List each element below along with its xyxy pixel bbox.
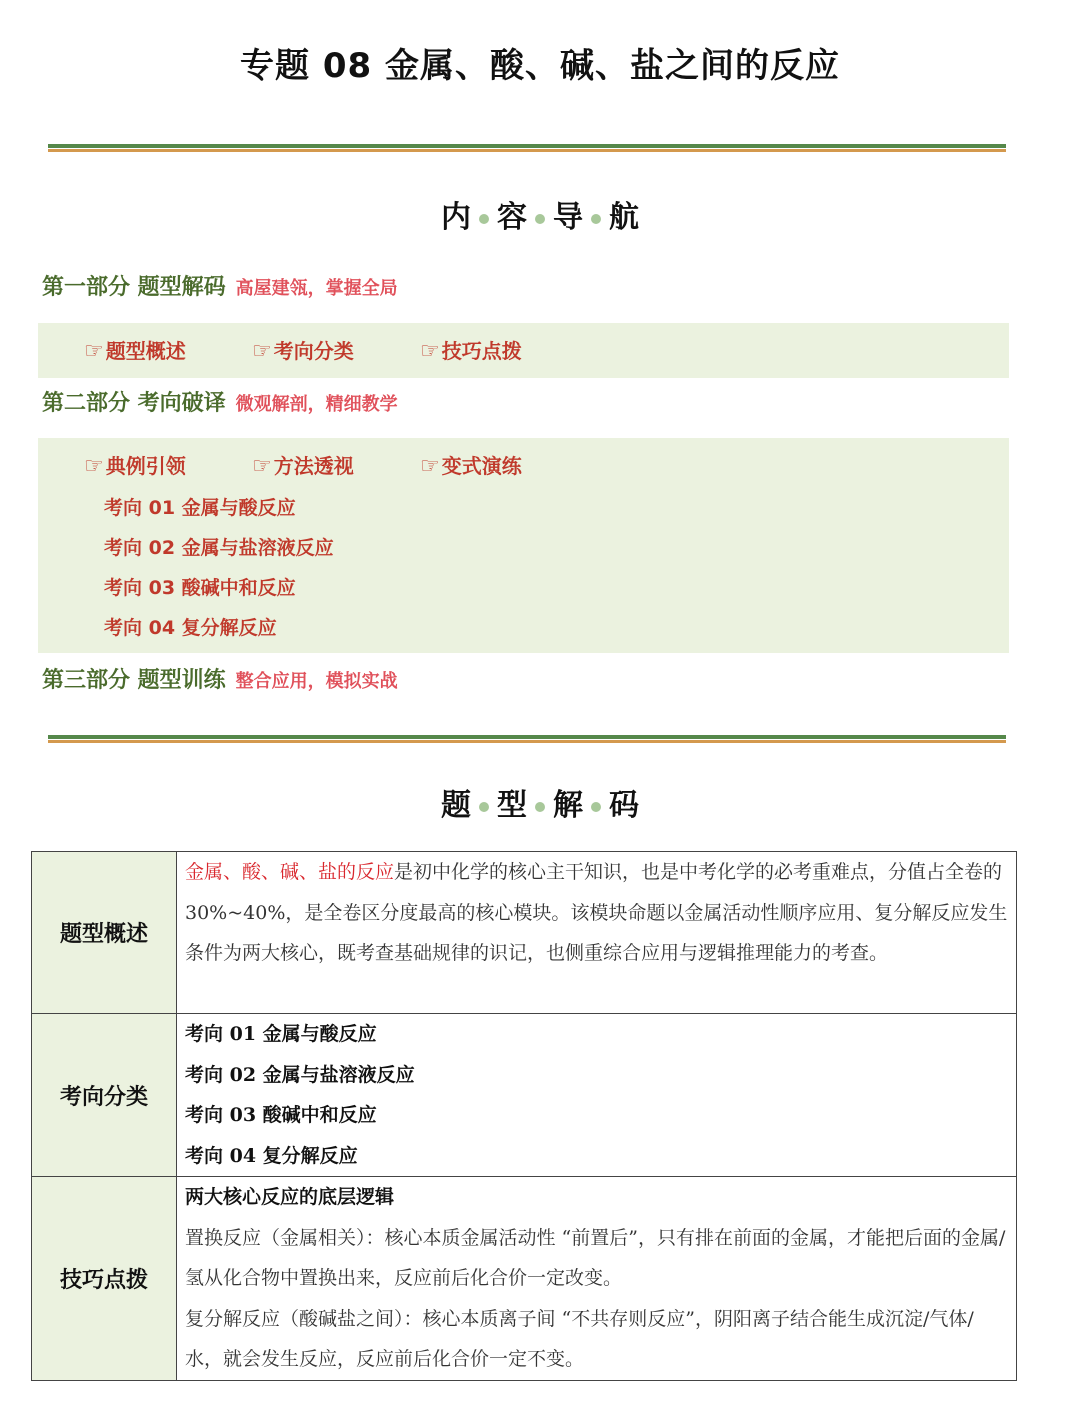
page-title: 专题 08 金属、酸、碱、盐之间的反应 xyxy=(240,46,840,86)
part2-slogan: 微观解剖，精细教学 xyxy=(235,394,398,415)
decode-heading-char: 题 xyxy=(441,788,471,823)
row-label: 题型概述 xyxy=(32,852,177,1014)
table-row xyxy=(32,1014,1017,1177)
nav-heading-char: 内 xyxy=(441,200,471,235)
row-label: 考向分类 xyxy=(32,1014,177,1177)
table-row xyxy=(32,852,1017,1014)
nav-heading-char: 容 xyxy=(497,200,527,235)
topic-item[interactable]: 考向 02 金属与盐溶液反应 xyxy=(104,537,334,559)
tab-methods[interactable]: ☞ 方法透视 xyxy=(252,454,354,479)
tab-variants[interactable]: ☞ 变式演练 xyxy=(420,454,522,479)
topic-item[interactable]: 考向 01 金属与酸反应 xyxy=(104,497,296,519)
tab-overview[interactable]: ☞ 题型概述 xyxy=(84,339,186,364)
middle-divider xyxy=(48,735,1006,743)
row-content xyxy=(177,1177,1017,1381)
overview-text: 是初中化学的核心主干知识，也是中考化学的必考重难点，分值占全卷的 30%~40%，是全卷区分度最高的核心模块。该模块命题以金属活动性顺序应用、复分解反应发生条件为两大核心，既考查基础规律的识记，也侧重综合应用与逻辑推理能力的考查。 xyxy=(185,861,1008,964)
pointing-hand-icon: ☞ xyxy=(252,339,272,364)
part3-label: 第三部分 题型训练 xyxy=(42,668,226,693)
list-item: 考向 03 酸碱中和反应 xyxy=(185,1104,377,1126)
row-content xyxy=(177,1014,1017,1177)
decode-heading xyxy=(0,780,1080,824)
part3-heading xyxy=(42,663,398,694)
pointing-hand-icon: ☞ xyxy=(420,339,440,364)
list-item: 考向 01 金属与酸反应 xyxy=(185,1023,377,1045)
tips-paragraph: 复分解反应（酸碱盐之间）：核心本质离子间 “不共存则反应”，阴阳离子结合能生成沉淀/气体/水，就会发生反应，反应前后化合价一定不变。 xyxy=(185,1307,974,1370)
part1-slogan: 高屋建瓴，掌握全局 xyxy=(235,278,398,299)
part3-slogan: 整合应用，模拟实战 xyxy=(235,671,398,692)
pointing-hand-icon: ☞ xyxy=(420,454,440,479)
nav-heading xyxy=(0,192,1080,236)
tips-paragraph: 置换反应（金属相关）：核心本质金属活动性 “前置后”，只有排在前面的金属，才能把后面的金属/氢从化合物中置换出来，反应前后化合价一定改变。 xyxy=(185,1226,1006,1289)
decode-heading-char: 码 xyxy=(609,788,639,823)
pointing-hand-icon: ☞ xyxy=(252,454,272,479)
topic-item[interactable]: 考向 04 复分解反应 xyxy=(104,617,277,639)
list-item: 考向 02 金属与盐溶液反应 xyxy=(185,1063,415,1086)
list-item: 考向 04 复分解反应 xyxy=(185,1144,358,1167)
part2-box xyxy=(38,438,1009,653)
part1-heading xyxy=(42,270,398,301)
highlight-text: 金属、酸、碱、盐的反应 xyxy=(185,861,395,883)
row-content xyxy=(177,852,1017,1014)
part1-label: 第一部分 题型解码 xyxy=(42,275,226,300)
top-divider xyxy=(48,144,1006,152)
decode-heading-char: 型 xyxy=(497,788,527,823)
pointing-hand-icon: ☞ xyxy=(84,454,104,479)
tab-tips[interactable]: ☞ 技巧点拨 xyxy=(420,339,522,364)
part2-heading xyxy=(42,386,398,417)
tab-classification[interactable]: ☞ 考向分类 xyxy=(252,339,354,364)
topic-item[interactable]: 考向 03 酸碱中和反应 xyxy=(104,577,296,599)
table-row xyxy=(32,1177,1017,1381)
nav-heading-char: 航 xyxy=(609,200,639,235)
decode-heading-char: 解 xyxy=(553,788,583,823)
part1-box xyxy=(38,323,1009,378)
row-label: 技巧点拨 xyxy=(32,1177,177,1381)
decode-table xyxy=(31,851,1017,1381)
pointing-hand-icon: ☞ xyxy=(84,339,104,364)
part2-label: 第二部分 考向破译 xyxy=(42,391,226,416)
nav-heading-char: 导 xyxy=(553,200,583,235)
tab-examples[interactable]: ☞ 典例引领 xyxy=(84,454,186,479)
tips-heading: 两大核心反应的底层逻辑 xyxy=(185,1186,395,1208)
